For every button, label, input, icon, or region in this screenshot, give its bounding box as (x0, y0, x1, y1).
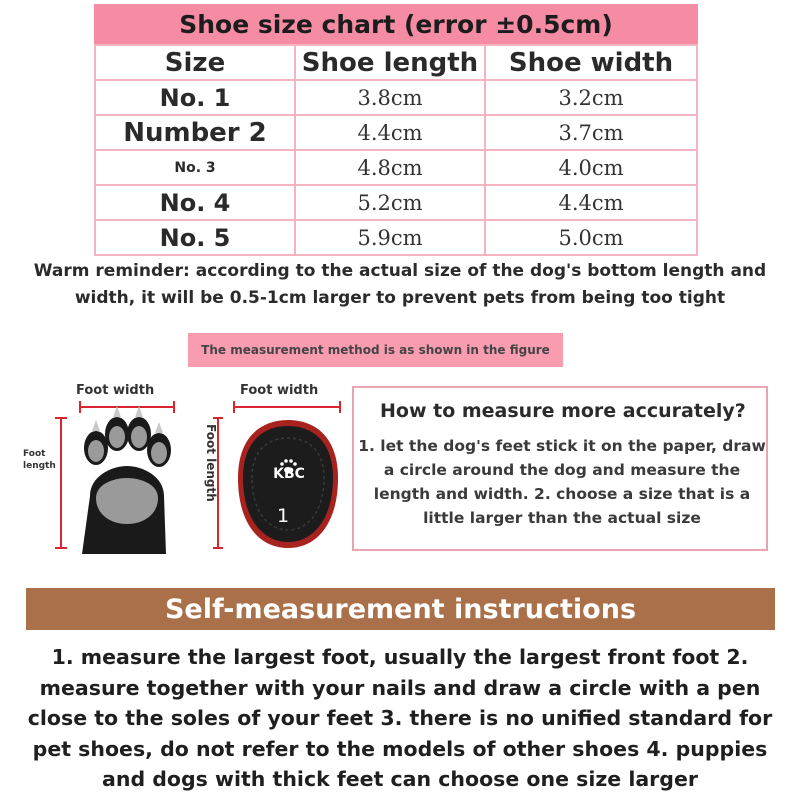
paw-icon (82, 406, 171, 554)
width-cell: 5.0cm (485, 220, 697, 255)
chart-title: Shoe size chart (error ±0.5cm) (94, 4, 698, 44)
length-cell: 5.2cm (295, 185, 485, 220)
size-cell: Number 2 (95, 115, 295, 150)
table-row (95, 150, 697, 185)
table-row (95, 80, 697, 115)
header-length: Shoe length (295, 45, 485, 80)
howto-text: 1. let the dog's feet stick it on the paper, draw a circle around the dog and measure the length and width. 2. choose a size that is a little larger than the actual size (358, 437, 766, 527)
paw-length-marker (55, 418, 67, 548)
width-cell: 4.4cm (485, 185, 697, 220)
width-cell: 4.0cm (485, 150, 697, 185)
paw-length-label: Foot length (23, 449, 56, 471)
size-table (94, 44, 698, 256)
shoe-width-marker (234, 401, 340, 413)
table-row (95, 115, 697, 150)
size-cell: No. 4 (95, 185, 295, 220)
howto-title: How to measure more accurately? (380, 400, 746, 422)
length-cell: 4.8cm (295, 150, 485, 185)
length-cell: 3.8cm (295, 80, 485, 115)
shoe-sole-icon (238, 420, 338, 548)
shoe-length-label: Foot length (204, 424, 218, 502)
warm-reminder: Warm reminder: according to the actual size of the dog's bottom length and width, it will be 0.5-1cm larger to prevent pets from being too tight (33, 261, 767, 308)
shoe-length-marker (213, 418, 223, 548)
self-measurement-title: Self-measurement instructions (26, 588, 775, 630)
size-cell: No. 1 (95, 80, 295, 115)
measurement-method-banner: The measurement method is as shown in the figure (188, 333, 563, 367)
table-row (95, 220, 697, 255)
size-cell: No. 3 (95, 150, 295, 185)
table-row (95, 185, 697, 220)
paw-width-label: Foot width (76, 383, 155, 398)
shoe-logo-text: KBC (273, 466, 305, 482)
header-width: Shoe width (485, 45, 697, 80)
table-header-row (95, 45, 697, 80)
self-measurement-instructions: 1. measure the largest foot, usually the largest front foot 2. measure together with your nails and draw a circle with a pen close to the soles of your feet 3. there is no unified standard for pet shoes, do not refer to the models of other shoes 4. puppies and dogs with thick feet can choose one size larger (27, 645, 773, 791)
shoe-width-label: Foot width (240, 383, 319, 398)
length-cell: 4.4cm (295, 115, 485, 150)
length-cell: 5.9cm (295, 220, 485, 255)
width-cell: 3.7cm (485, 115, 697, 150)
paw-diagram (52, 398, 182, 560)
shoe-size-number: 1 (276, 505, 290, 527)
header-size: Size (95, 45, 295, 80)
width-cell: 3.2cm (485, 80, 697, 115)
size-cell: No. 5 (95, 220, 295, 255)
paw-width-marker (80, 401, 174, 413)
